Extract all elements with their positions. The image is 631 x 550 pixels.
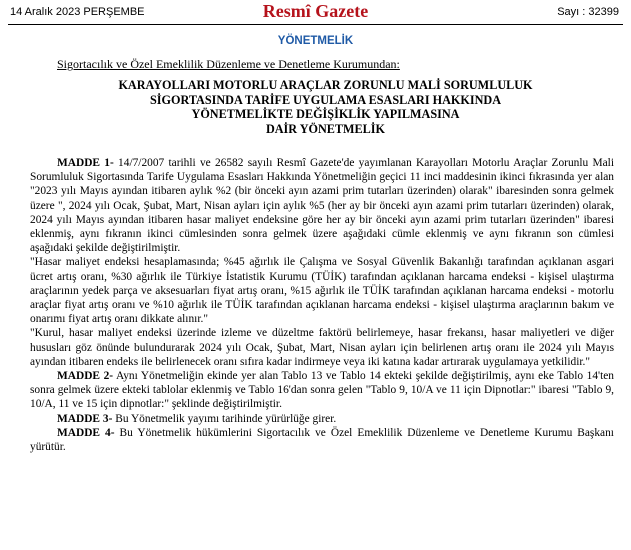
title-line: KARAYOLLARI MOTORLU ARAÇLAR ZORUNLU MALİ SORUMLULUK [118, 78, 533, 92]
article-text: Bu Yönetmelik yayımı tarihinde yürürlüğe girer. [115, 412, 337, 425]
publication-title: Resmî Gazete [262, 1, 369, 21]
section-heading: YÖNETMELİK [277, 35, 354, 47]
quoted-sentence-1: "Hasar maliyet endeksi hesaplamasında; %45 ağırlık ile Çalışma ve Sosyal Güvenlik Bakanlığı tarafından açıklanan asgari ücret artış oranı, %30 ağırlık ile Türkiye İstatistik Kurumu (TÜİK) tarafından açıklanan harcama endeksi - kişisel ulaştırma araçlarının yedek parça ve aksesuarları fiyat artış oranı, %15 ağırlık ile TÜİK tarafından açıklanan harcama endeksi - motorlu araçlar fiyat artış oranı ve %10 ağırlık ile TÜİK tarafından açıklanan harcama endeksi - kişisel ulaştırma araçlarının bakım ve onarımı fiyat artış oranı dikkate alınır." [30, 256, 614, 326]
title-line: SİGORTASINDA TARİFE UYGULAMA ESASLARI HAKKINDA [149, 92, 502, 107]
regulation-body [30, 156, 614, 454]
header-divider [8, 24, 623, 25]
article-label: MADDE 2- [57, 370, 114, 383]
article-3 [30, 412, 614, 426]
article-text: Aynı Yönetmeliğin ekinde yer alan Tablo 13 ve Tablo 14 ekteki şekilde değiştirilmiş, aynı eke Tablo 14'ten sonra gelmek üzere ekteki tablolar eklenmiş ve Tablo 16'dan sonra gelen "Tablo 9, 10/A ve 11 için Dipnotlar:" ibaresi "Tablo 9, 10/A, 11 ve 15 için dipnotlar:" şeklinde değiştirilmiştir. [30, 370, 614, 411]
article-label: MADDE 4- [57, 426, 115, 439]
quoted-sentence-2: "Kurul, hasar maliyet endeksi üzerinde izleme ve düzeltme faktörü belirlemeye, hasar frekansı, hasar maliyetleri ve diğer hususları göz önünde bulundurarak 2024 yılı Ocak, Şubat, Mart, Nisan ayları için belirlenen artış oranı ile 2024 yılı Mayıs ayından itibaren endeks ile belirlenecek oranı sıfıra kadar indirmeye veya iki katına kadar artırarak uygulamaya yetkilidir." [30, 327, 614, 368]
issuing-authority: Sigortacılık ve Özel Emeklilik Düzenleme ve Denetleme Kurumundan: [57, 57, 400, 71]
title-line: YÖNETMELİKTE DEĞİŞİKLİK YAPILMASINA [191, 107, 460, 121]
page-header [8, 0, 623, 26]
title-line: DAİR YÖNETMELİK [265, 121, 386, 136]
article-1 [30, 156, 614, 255]
article-label: MADDE 3- [57, 412, 113, 425]
issue-number: Sayı : 32399 [557, 6, 619, 18]
article-4 [30, 426, 614, 454]
issue-date: 14 Aralık 2023 PERŞEMBE [10, 6, 145, 18]
article-text: 14/7/2007 tarihli ve 26582 sayılı Resmî Gazete'de yayımlanan Karayolları Motorlu Araçlar Zorunlu Mali Sorumluluk Sigortasında Tarife Uygulama Esasları Hakkında Yönetmeliğin geçici 11 inci maddesinin ikinci fıkrasında yer alan "2023 yılı Mayıs ayından itibaren aylık %2 (bir önceki ayın azami prim tutarları üzerinden) olarak" ibaresinden sonra gelmek üzere ", 2024 yılı Ocak, Şubat, Mart, Nisan ayları için aylık %5 (her ay bir önceki ayın azami prim tutarları üzerinden) olarak, 2024 yılı Mayıs ayından itibaren hasar maliyet endeksine göre her ay bir önceki ayın azami prim tutarları üzerinden" ibaresi eklenmiş, aynı fıkranın ikinci cümlesinden sonra gelmek üzere aşağıdaki cümle eklenmiş ve aynı fıkranın son cümlesi aşağıdaki şekilde değiştirilmiştir. [30, 157, 614, 255]
article-label: MADDE 1- [57, 157, 114, 169]
regulation-title [40, 78, 611, 136]
article-2 [30, 369, 614, 412]
article-text: Bu Yönetmelik hükümlerini Sigortacılık ve Özel Emeklilik Düzenleme ve Denetleme Kurumu Başkanı yürütür. [30, 426, 614, 454]
